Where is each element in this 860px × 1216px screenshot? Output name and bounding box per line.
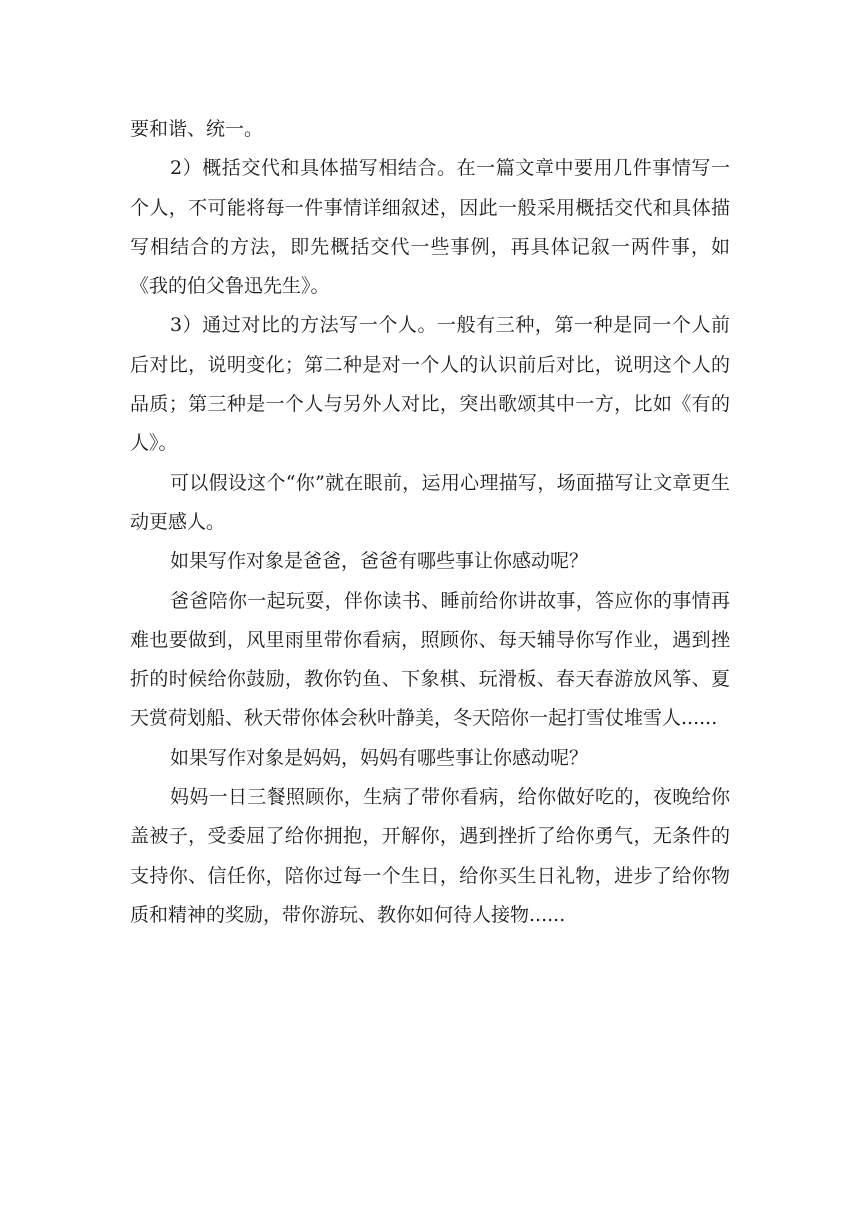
paragraph-dad-examples: 爸爸陪你一起玩耍，伴你读书、睡前给你讲故事，答应你的事情再难也要做到，风里雨里带你看病，照顾你、每天辅导你写作业，遇到挫折的时候给你鼓励，教你钓鱼、下象棋、玩滑板、春天春游放风筝、夏天赏荷划船、秋天带你体会秋叶静美，冬天陪你一起打雪仗堆雪人...... xyxy=(130,589,730,730)
paragraph-mom-examples: 妈妈一日三餐照顾你，生病了带你看病，给你做好吃的，夜晚给你盖被子，受委屈了给你拥抱，开解你，遇到挫折了给你勇气，无条件的支持你、信任你，陪你过每一个生日，给你买生日礼物，进步了给你物质和精神的奖励，带你游玩、教你如何待人接物...... xyxy=(130,786,730,926)
paragraph-question-dad: 如果写作对象是爸爸，爸爸有哪些事让你感动呢？ xyxy=(170,550,589,573)
paragraph-method-2: 2）概括交代和具体描写相结合。在一篇文章中要用几件事情写一个人，不可能将每一件事情详细叙述，因此一般采用概括交代和具体描写相结合的方法，即先概括交代一些事例，再具体记叙一两件事，如《我的伯父鲁迅先生》。 xyxy=(130,157,730,298)
document-page xyxy=(130,110,730,935)
paragraph-question-mom: 如果写作对象是妈妈，妈妈有哪些事让你感动呢？ xyxy=(170,746,589,769)
paragraph-method-3: 3）通过对比的方法写一个人。一般有三种，第一种是同一个人前后对比，说明变化；第二种是对一个人的认识前后对比，说明这个人的品质；第三种是一个人与另外人对比，突出歌颂其中一方，比如《有的人》。 xyxy=(130,314,730,455)
paragraph-continuation: 要和谐、统一。 xyxy=(130,118,264,140)
paragraph-imagine-you: 可以假设这个“你”就在眼前，运用心理描写，场面描写让文章更生动更感人。 xyxy=(130,471,730,533)
